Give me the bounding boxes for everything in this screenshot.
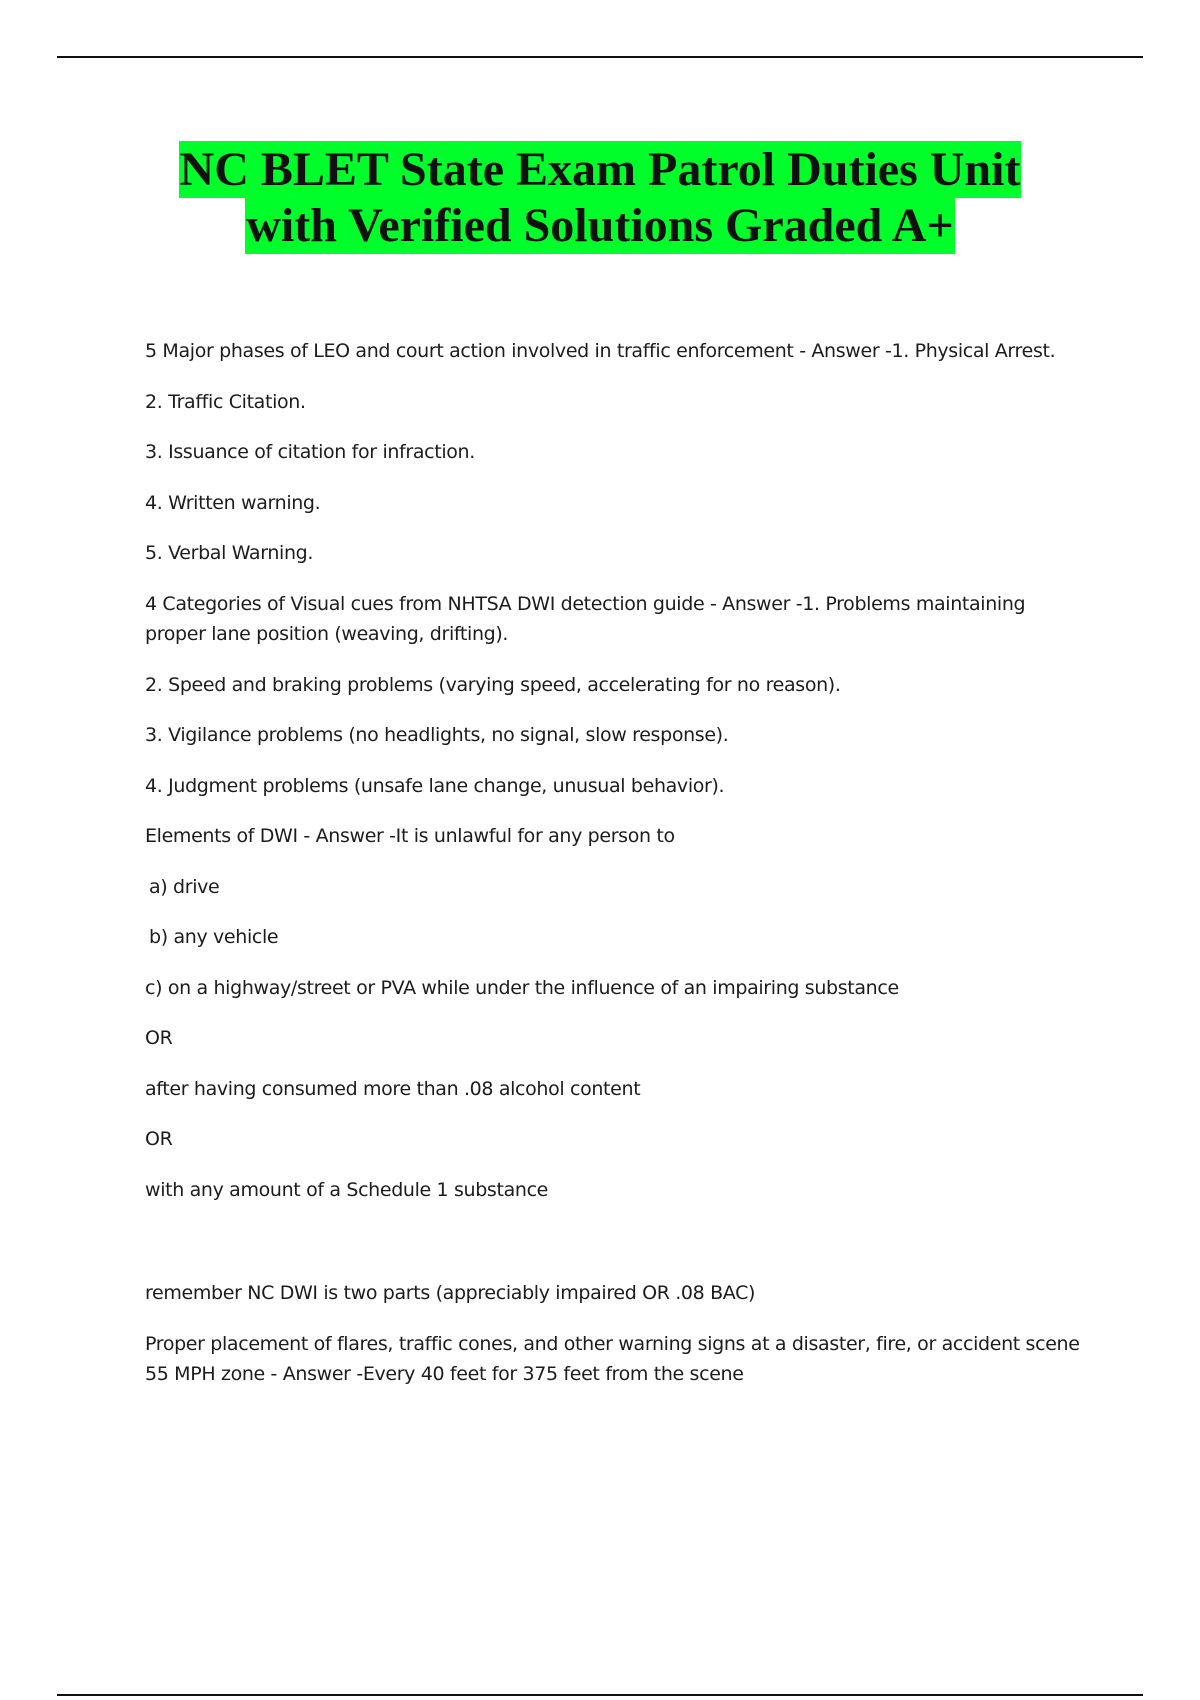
document-body bbox=[145, 336, 1085, 1390]
page-title bbox=[0, 142, 1200, 254]
paragraph: OR bbox=[145, 1128, 173, 1150]
paragraph: OR bbox=[145, 1027, 173, 1049]
title-line-1: NC BLET State Exam Patrol Duties Unit bbox=[179, 143, 1021, 196]
paragraph: Elements of DWI - Answer -It is unlawful for any person to bbox=[145, 825, 675, 847]
paragraph: 5. Verbal Warning. bbox=[145, 542, 314, 564]
paragraph: 5 Major phases of LEO and court action involved in traffic enforcement - Answer -1. Physical Arrest. bbox=[145, 340, 1056, 362]
paragraph: a) drive bbox=[149, 875, 220, 898]
paragraph: 2. Speed and braking problems (varying speed, accelerating for no reason). bbox=[145, 673, 841, 696]
document-title bbox=[0, 142, 1200, 254]
paragraph: 4. Written warning. bbox=[145, 491, 321, 514]
paragraph: 3. Issuance of citation for infraction. bbox=[145, 441, 475, 463]
top-rule bbox=[57, 56, 1143, 58]
paragraph: b) any vehicle bbox=[149, 926, 279, 948]
paragraph: 3. Vigilance problems (no headlights, no signal, slow response). bbox=[145, 724, 729, 746]
bottom-rule bbox=[57, 1694, 1143, 1696]
paragraph: remember NC DWI is two parts (appreciably impaired OR .08 BAC) bbox=[145, 1282, 756, 1304]
paragraph: c) on a highway/street or PVA while under the influence of an impairing substance bbox=[145, 976, 899, 999]
paragraph: 2. Traffic Citation. bbox=[145, 390, 306, 413]
paragraph: 4. Judgment problems (unsafe lane change, unusual behavior). bbox=[145, 774, 725, 797]
paragraph: with any amount of a Schedule 1 substance bbox=[145, 1178, 549, 1201]
paragraph: Proper placement of flares, traffic cones, and other warning signs at a disaster, fire, or accident scene 55 MPH zone - Answer -Every 40 feet for 375 feet from the scene bbox=[145, 1332, 1080, 1385]
title-line-2: with Verified Solutions Graded A+ bbox=[246, 199, 954, 252]
paragraph: after having consumed more than .08 alcohol content bbox=[145, 1077, 641, 1100]
paragraph: 4 Categories of Visual cues from NHTSA DWI detection guide - Answer -1. Problems maintaining proper lane position (weaving, drifting). bbox=[145, 592, 1026, 645]
